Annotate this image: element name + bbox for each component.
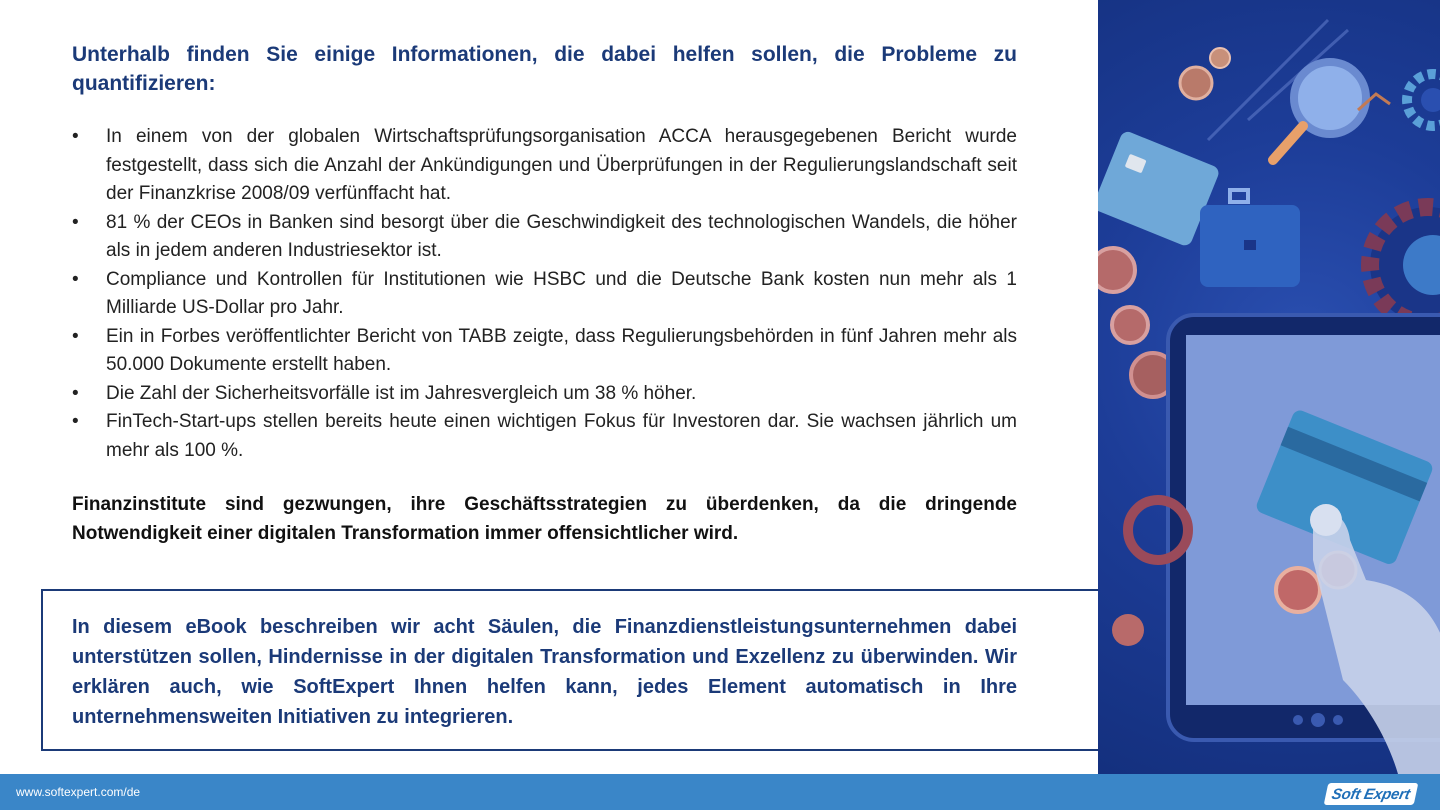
- callout-paragraph: In diesem eBook beschreiben wir acht Säulen, die Finanzdienstleistungsunternehmen dabei unterstützen sollen, Hindernisse in der digitalen Transformation und Exzellenz zu überwinden. Wir erklären auch, wie SoftExpert Ihnen helfen kann, jedes Element automatisch in Ihre unternehmensweiten Initiativen zu integrieren.: [72, 616, 1017, 728]
- statistics-list: [72, 123, 1017, 465]
- bullet-icon: •: [72, 211, 79, 233]
- softexpert-logo: [1324, 783, 1418, 805]
- briefcase-icon: [1200, 190, 1300, 287]
- magnifier-icon: [1273, 62, 1390, 160]
- list-item-text: In einem von der globalen Wirtschaftsprüfungsorganisation ACCA herausgegebenen Bericht wurde festgestellt, dass sich die Anzahl der Ankündigungen und Überprüfungen in der Regulierungslandschaft seit der Finanzkrise 2008/09 verfünffacht hat.: [106, 126, 1017, 204]
- gear-icon: [1407, 74, 1440, 126]
- bullet-icon: •: [72, 411, 79, 432]
- list-item: [72, 380, 1017, 409]
- main-content: [72, 40, 1017, 548]
- bullet-icon: •: [72, 268, 79, 290]
- bullet-icon: •: [72, 325, 79, 347]
- list-item-text: Ein in Forbes veröffentlichter Bericht von TABB zeigte, dass Regulierungsbehörden in fünf Jahren mehr als 50.000 Dokumente erstellt haben.: [106, 325, 1017, 375]
- list-item-text: FinTech-Start-ups stellen bereits heute einen wichtigen Fokus für Investoren dar. Sie wachsen jährlich um mehr als 100 %.: [106, 411, 1017, 461]
- section-heading: Unterhalb finden Sie einige Informationen, die dabei helfen sollen, die Probleme zu quantifizieren:: [72, 43, 1017, 95]
- footer-bar: [0, 774, 1440, 810]
- list-item: [72, 323, 1017, 380]
- list-item-text: Compliance und Kontrollen für Institutionen wie HSBC und die Deutsche Bank kosten nun mehr als 1 Milliarde US-Dollar pro Jahr.: [106, 268, 1017, 318]
- coin-icon: [1180, 48, 1230, 99]
- list-item: [72, 266, 1017, 323]
- bullet-icon: •: [72, 382, 79, 404]
- list-item-text: 81 % der CEOs in Banken sind besorgt über die Geschwindigkeit des technologischen Wandels, die höher als in jedem anderen Industriesektor ist.: [106, 211, 1017, 261]
- list-item: [72, 408, 1017, 465]
- bullet-icon: •: [72, 126, 79, 147]
- illustration-panel: [1098, 0, 1440, 774]
- list-item: [72, 123, 1017, 209]
- list-item: [72, 209, 1017, 266]
- list-item-text: Die Zahl der Sicherheitsvorfälle ist im Jahresvergleich um 38 % höher.: [106, 382, 697, 404]
- coin-icon: [1098, 248, 1175, 397]
- footer-url-link[interactable]: www.softexpert.com/de: [16, 785, 141, 799]
- conclusion-paragraph: Finanzinstitute sind gezwungen, ihre Geschäftsstrategien zu überdenken, da die dringende Notwendigkeit einer digitalen Transformation immer offensichtlicher wird.: [72, 494, 1017, 544]
- gear-icon: [1370, 207, 1440, 323]
- fintech-illustration: [1098, 0, 1440, 774]
- logo-text: Soft Expert: [1330, 785, 1412, 803]
